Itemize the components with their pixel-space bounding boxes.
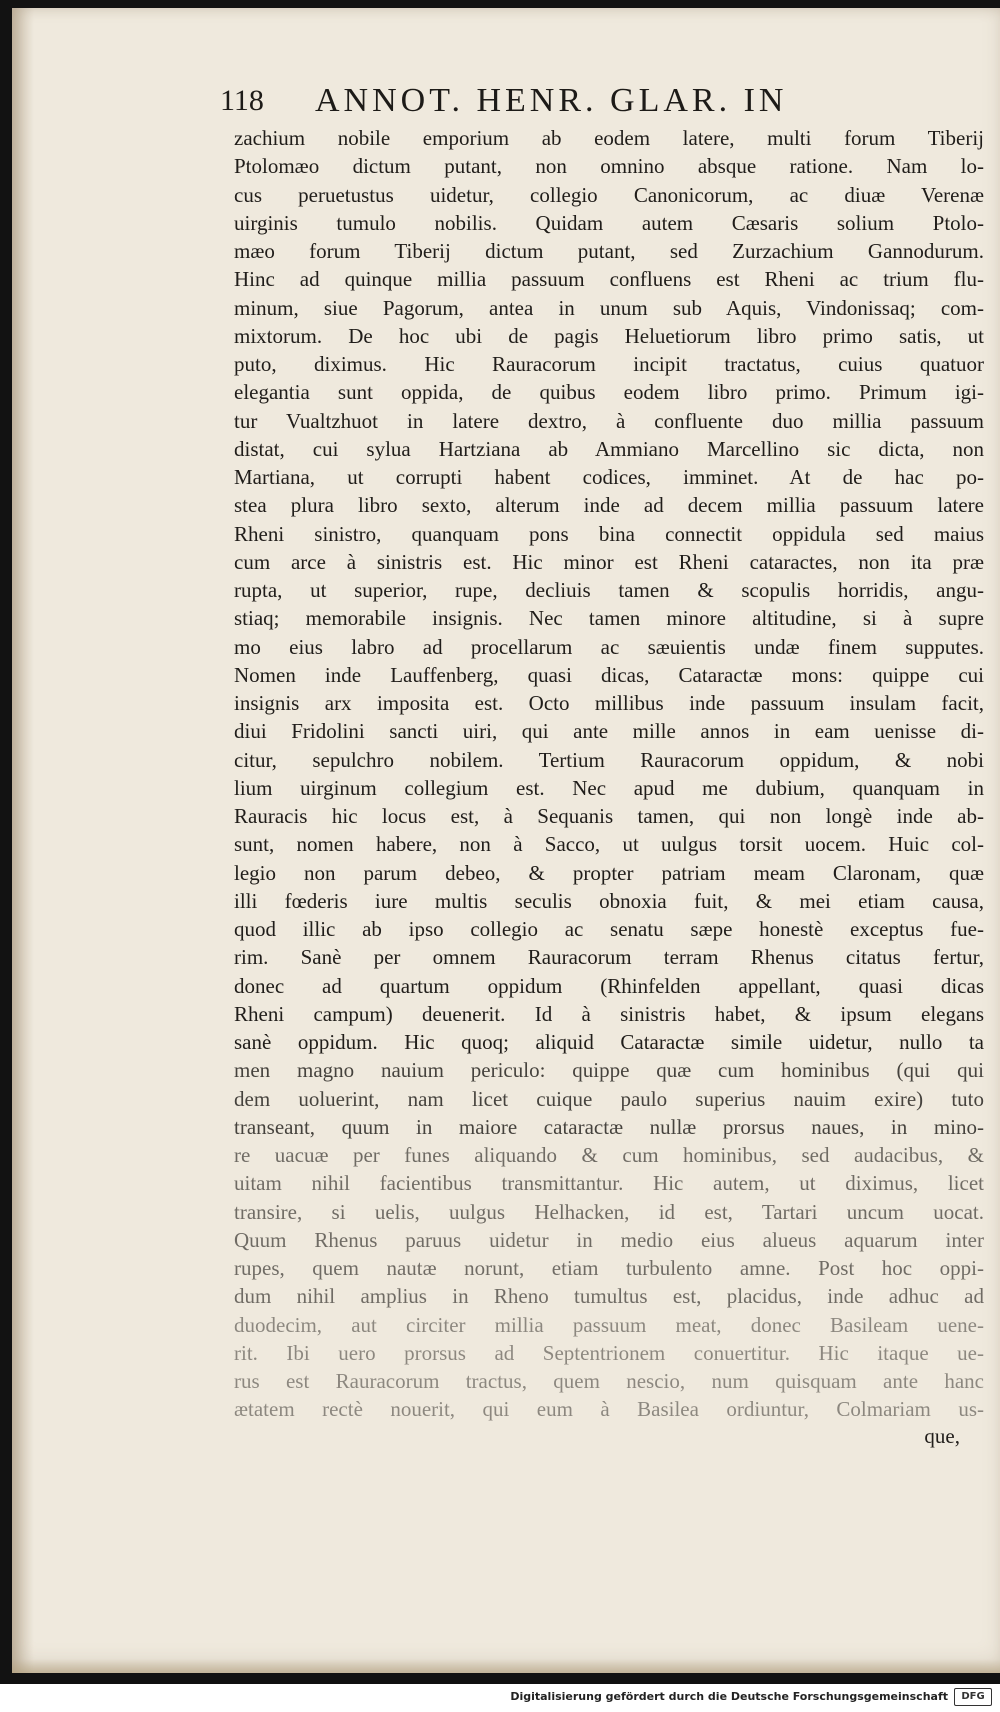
footer-bar: [0, 1684, 1000, 1712]
text-line: rim. Sanè per omnem Rauracorum terram Rhenus citatus fertur,: [234, 945, 984, 970]
text-line: mixtorum. De hoc ubi de pagis Heluetiorum libro primo satis, ut: [234, 323, 984, 348]
text-line: quod illic ab ipso collegio ac senatu sæpe honestè exceptus fue-: [234, 917, 984, 941]
text-line: uitam nihil facientibus transmittantur. Hic autem, ut diximus, licet: [234, 1171, 984, 1196]
text-line: donec ad quartum oppidum (Rhinfelden appellant, quasi dicas: [234, 973, 984, 998]
text-line: cum arce à sinistris est. Hic minor est Rheni cataractes, non ita præ: [234, 549, 984, 574]
text-line: Nomen inde Lauffenberg, quasi dicas, Cataractæ mons: quippe cui: [234, 662, 984, 687]
text-line: duodecim, aut circiter millia passuum meat, donec Basileam uene-: [234, 1312, 984, 1337]
catchword: que,: [924, 1424, 960, 1448]
text-line: sanè oppidum. Hic quoq; aliquid Cataractæ simile uidetur, nullo ta: [234, 1030, 984, 1054]
text-line: dum nihil amplius in Rheno tumultus est, placidus, inde adhuc ad: [234, 1284, 984, 1309]
text-line: Hinc ad quinque millia passuum confluens est Rheni ac trium flu-: [234, 267, 984, 292]
text-line: illi fœderis iure multis seculis obnoxia fuit, & mei etiam causa,: [234, 888, 984, 913]
text-line: cus peruetustus uidetur, collegio Canonicorum, ac diuæ Verenæ: [234, 182, 984, 207]
text-line: stiaq; memorabile insignis. Nec tamen minore altitudine, si à supre: [234, 606, 984, 631]
page-gutter-shadow: [12, 8, 34, 1673]
text-line: Quum Rhenus paruus uidetur in medio eius alueus aquarum inter: [234, 1227, 984, 1252]
text-line: dem uoluerint, nam licet cuique paulo superius nauim exire) tuto: [234, 1086, 984, 1111]
text-line: lium uirginum collegium est. Nec apud me dubium, quanquam in: [234, 775, 984, 800]
text-line: Rheni sinistro, quanquam pons bina connectit oppidula sed maius: [234, 521, 984, 546]
text-line: mæo forum Tiberij dictum putant, sed Zurzachium Gannodurum.: [234, 239, 984, 263]
text-line: puto, diximus. Hic Rauracorum incipit tractatus, cuius quatuor: [234, 352, 984, 376]
text-line: transeant, quum in maiore cataractæ nullæ prorsus naues, in mino-: [234, 1114, 984, 1139]
text-line: stea plura libro sexto, alterum inde ad decem millia passuum latere: [234, 493, 984, 518]
text-line: distat, cui sylua Hartziana ab Ammiano Marcellino sic dicta, non: [234, 436, 984, 461]
page-header: [220, 84, 920, 126]
body-text: [234, 124, 984, 1424]
text-line: elegantia sunt oppida, de quibus eodem libro primo. Primum igi-: [234, 380, 984, 405]
text-line: rupes, quem nautæ norunt, etiam turbulento amne. Post hoc oppi-: [234, 1256, 984, 1280]
text-line: zachium nobile emporium ab eodem latere, multi forum Tiberij: [234, 126, 984, 150]
text-line: ætatem rectè nouerit, qui eum à Basilea ordiuntur, Colmariam us-: [234, 1397, 984, 1422]
running-head: ANNOT. HENR. GLAR. IN: [315, 82, 788, 119]
funding-credit: Digitalisierung gefördert durch die Deutsche Forschungsgemeinschaft: [510, 1690, 948, 1703]
text-line: Martiana, ut corrupti habent codices, imminet. At de hac po-: [234, 465, 984, 489]
text-line: insignis arx imposita est. Octo millibus inde passuum insulam facit,: [234, 691, 984, 715]
page-number: 118: [220, 84, 264, 117]
text-line: Ptolomæo dictum putant, non omnino absque ratione. Nam lo-: [234, 154, 984, 179]
text-line: re uacuæ per funes aliquando & cum hominibus, sed audacibus, &: [234, 1143, 984, 1167]
dfg-logo: DFG: [954, 1688, 992, 1706]
text-line: minum, siue Pagorum, antea in unum sub Aquis, Vindonissaq; com-: [234, 295, 984, 320]
text-line: mo eius labro ad procellarum ac sæuientis undæ finem supputes.: [234, 634, 984, 659]
text-line: Rauracis hic locus est, à Sequanis tamen, qui non longè inde ab-: [234, 804, 984, 828]
text-line: rus est Rauracorum tractus, quem nescio, num quisquam ante hanc: [234, 1369, 984, 1393]
text-line: men magno nauium periculo: quippe quæ cum hominibus (qui qui: [234, 1058, 984, 1083]
text-line: tur Vualtzhuot in latere dextro, à confluente duo millia passuum: [234, 408, 984, 433]
page-bottom-edge: [12, 1659, 1000, 1673]
text-line: legio non parum debeo, & propter patriam meam Claronam, quæ: [234, 860, 984, 885]
text-line: Rheni campum) deuenerit. Id à sinistris habet, & ipsum elegans: [234, 1001, 984, 1026]
text-line: citur, sepulchro nobilem. Tertium Rauracorum oppidum, & nobi: [234, 747, 984, 772]
text-line: uirginis tumulo nobilis. Quidam autem Cæsaris solium Ptolo-: [234, 210, 984, 235]
text-line: rit. Ibi uero prorsus ad Septentrionem conuertitur. Hic itaque ue-: [234, 1340, 984, 1365]
text-line: rupta, ut superior, rupe, decliuis tamen & scopulis horridis, angu-: [234, 578, 984, 602]
text-line: transire, si uelis, uulgus Helhacken, id est, Tartari uncum uocat.: [234, 1199, 984, 1224]
text-line: diui Fridolini sancti uiri, qui ante mille annos in eam uenisse di-: [234, 719, 984, 744]
text-line: sunt, nomen habere, non à Sacco, ut uulgus torsit uocem. Huic col-: [234, 832, 984, 857]
